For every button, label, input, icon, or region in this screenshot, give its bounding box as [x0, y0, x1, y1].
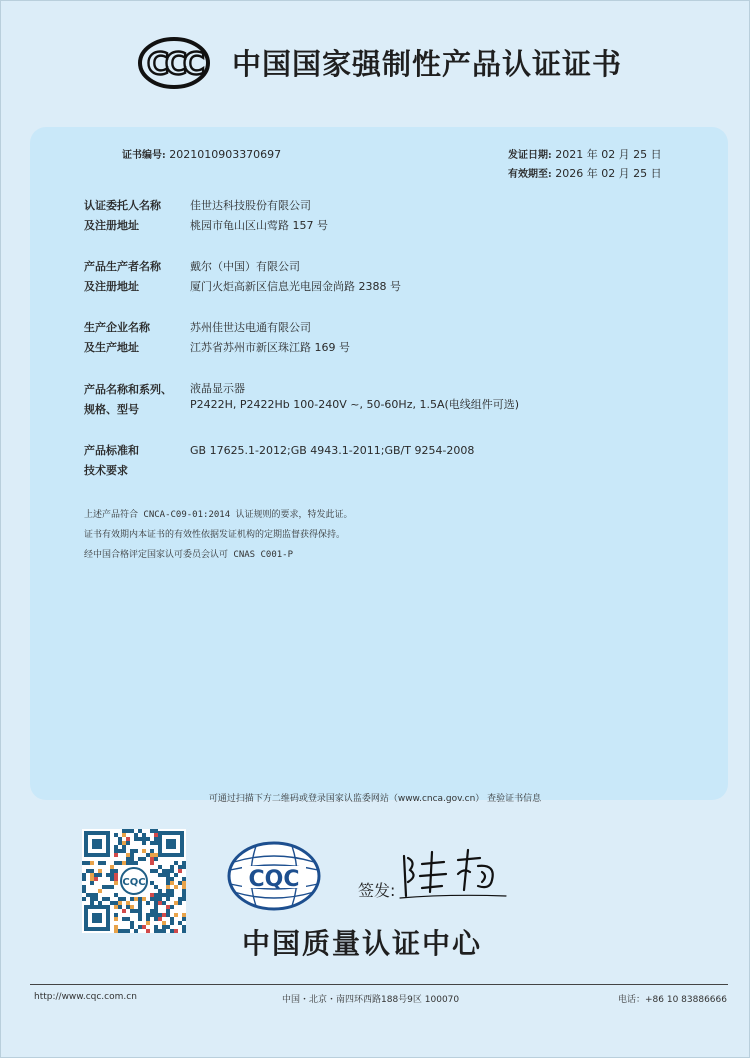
statement-line: 证书有效期内本证书的有效性依据发证机构的定期监督获得保持。: [84, 530, 346, 540]
field-label-line1: 产品标准和: [84, 444, 139, 457]
field-value-line2: 江苏省苏州市新区珠江路 169 号: [190, 341, 350, 354]
cqc-logo-text: CQC: [248, 867, 300, 892]
field-value-line1: 液晶显示器: [190, 382, 245, 395]
field-value-line1: 佳世达科技股份有限公司: [190, 199, 311, 212]
certificate-number: [122, 146, 281, 161]
field-label-line2: 规格、型号: [84, 403, 139, 416]
field-label-line1: 产品生产者名称: [84, 260, 161, 273]
issue-date-label: 发证日期:: [508, 150, 552, 161]
issue-date: [508, 146, 662, 165]
qr-code[interactable]: [82, 829, 186, 933]
statement-line: 上述产品符合 CNCA-C09-01:2014 认证规则的要求，特发此证。: [84, 510, 353, 520]
field-value-line2: P2422H, P2422Hb 100-240V ~, 50-60Hz, 1.5A(电线组件可选): [190, 398, 520, 411]
footer-website[interactable]: http://www.cqc.com.cn: [34, 992, 137, 1002]
field-value: [190, 318, 350, 358]
signature-label: 签发:: [358, 881, 396, 900]
field-value-line2: 桃园市龟山区山莺路 157 号: [190, 219, 328, 232]
field-value: [190, 257, 401, 297]
certificate-number-label: 证书编号:: [122, 150, 166, 161]
expiry-date: [508, 165, 662, 184]
field-label-line1: 产品名称和系列、: [84, 383, 172, 396]
field-value: [190, 441, 474, 461]
qr-center-logo: CQC: [122, 877, 146, 888]
expiry-date-value: 2026 年 02 月 25 日: [555, 167, 662, 180]
footer-phone: 电话：+86 10 83886666: [618, 995, 727, 1005]
certificate-number-value: 2021010903370697: [169, 148, 282, 161]
field-value-line1: GB 17625.1-2012;GB 4943.1-2011;GB/T 9254-2008: [190, 444, 475, 457]
footer-divider: [30, 984, 728, 985]
issuing-organization: 中国质量认证中心: [242, 927, 483, 960]
footer-address: 中国・北京・南四环西路188号9区 100070: [282, 995, 460, 1005]
field-label-line2: 及生产地址: [84, 341, 139, 354]
ccc-logo-text: CCC: [146, 47, 202, 82]
certificate-header: [0, 28, 750, 98]
field-label-line1: 认证委托人名称: [84, 199, 161, 212]
cqc-logo: [226, 840, 322, 912]
certificate-dates: [508, 146, 662, 184]
field-label: [84, 257, 184, 297]
field-value-line1: 苏州佳世达电通有限公司: [190, 321, 311, 334]
statement-line: 经中国合格评定国家认可委员会认可 CNAS C001-P: [84, 550, 294, 560]
certificate-title: 中国国家强制性产品认证证书: [232, 47, 623, 81]
field-label: [84, 318, 184, 358]
field-label: [84, 196, 184, 236]
expiry-date-label: 有效期至:: [508, 169, 552, 180]
issue-date-value: 2021 年 02 月 25 日: [555, 148, 662, 161]
field-value-line1: 戴尔（中国）有限公司: [190, 260, 300, 273]
field-label-line2: 及注册地址: [84, 280, 139, 293]
ccc-logo: [137, 36, 211, 90]
field-value: [190, 196, 328, 236]
certificate-statements: [84, 505, 353, 565]
field-label-line2: 及注册地址: [84, 219, 139, 232]
field-label-line1: 生产企业名称: [84, 321, 150, 334]
field-value: [190, 381, 519, 413]
qr-verification-note: 可通过扫描下方二维码或登录国家认监委网站（www.cnca.gov.cn） 查验证书信息: [208, 794, 542, 804]
field-label-line2: 技术要求: [84, 464, 128, 477]
field-label: [84, 441, 184, 481]
field-label: [84, 380, 184, 420]
field-value-line2: 厦门火炬高新区信息光电园金尚路 2388 号: [190, 280, 401, 293]
handwritten-signature: [398, 846, 508, 902]
